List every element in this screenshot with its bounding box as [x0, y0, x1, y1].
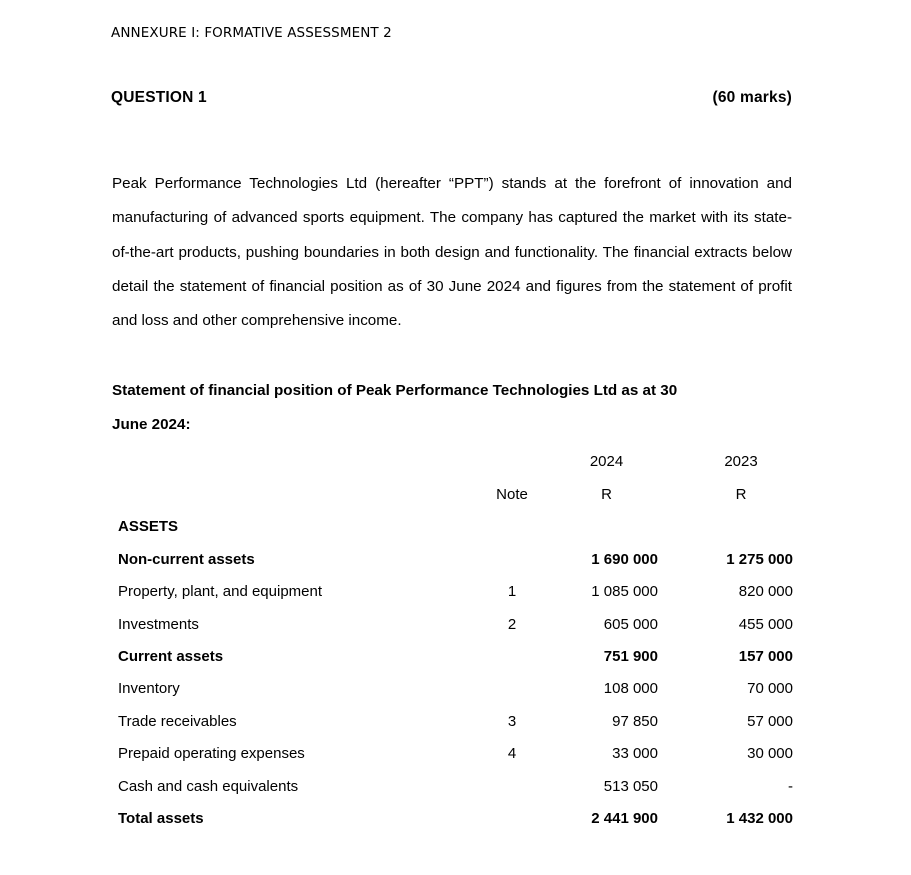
gap-cell	[658, 600, 689, 632]
gap-cell	[658, 762, 689, 794]
question-marks: (60 marks)	[712, 89, 792, 106]
row-label: Prepaid operating expenses	[118, 745, 305, 763]
gap-cell	[658, 503, 689, 535]
row-note: 3	[507, 712, 517, 730]
gap-cell	[545, 470, 555, 503]
table-row	[118, 568, 793, 600]
gap-cell	[545, 568, 555, 600]
row-value-2024: 513 050	[603, 777, 658, 795]
gap-cell	[545, 535, 555, 567]
row-note	[479, 633, 545, 665]
row-value-2023: 157 000	[738, 647, 793, 665]
gap-cell	[658, 730, 689, 762]
gap-cell	[658, 827, 689, 841]
gap-cell	[545, 437, 555, 470]
row-value-2023: 1 432 000	[726, 809, 793, 827]
header-currency-2023: R	[735, 486, 747, 503]
gap-cell	[545, 762, 555, 794]
row-value-2024: 1 085 000	[591, 583, 658, 601]
table-row	[118, 600, 793, 632]
header-spacer	[118, 437, 479, 470]
question-title: QUESTION 1	[111, 89, 207, 106]
header-spacer	[118, 470, 479, 503]
gap-cell	[658, 697, 689, 729]
section-title-assets: ASSETS	[118, 518, 179, 536]
row-label: Property, plant, and equipment	[118, 583, 323, 601]
financial-position-table	[118, 437, 793, 841]
row-value-2024: 605 000	[603, 615, 658, 633]
header-currency-2024: R	[601, 486, 612, 503]
row-note: 2	[507, 615, 517, 633]
table-row	[118, 665, 793, 697]
statement-heading-line-2: June 2024:	[112, 416, 191, 434]
table-header-currency-row	[118, 470, 793, 503]
gap-cell	[658, 535, 689, 567]
row-value-2024: 2 441 900	[591, 809, 658, 827]
row-value-2023: 455 000	[738, 615, 793, 633]
spacer-cell	[118, 827, 479, 841]
table-row	[118, 697, 793, 729]
gap-cell	[658, 665, 689, 697]
row-value-2023: 70 000	[747, 680, 793, 698]
statement-heading-line-1: Statement of financial position of Peak Performance Technologies Ltd as at 30	[112, 382, 678, 399]
question-header-row	[111, 89, 792, 107]
statement-heading	[112, 374, 793, 443]
row-label: Inventory	[118, 680, 180, 698]
row-label: Current assets	[118, 647, 224, 665]
row-value-2023: 30 000	[747, 745, 793, 763]
table-row	[118, 535, 793, 567]
table-row	[118, 762, 793, 794]
row-value-2023: -	[788, 777, 793, 795]
header-note-spacer	[479, 437, 545, 470]
table-header-year-row	[118, 437, 793, 470]
gap-cell	[545, 600, 555, 632]
gap-cell	[658, 470, 689, 503]
table-row	[118, 730, 793, 762]
row-value-2024: 1 690 000	[591, 550, 658, 568]
total-rule-2024	[555, 827, 658, 841]
spacer-cell	[479, 827, 545, 841]
row-label: Trade receivables	[118, 712, 237, 730]
row-note	[479, 795, 545, 827]
gap-cell	[545, 697, 555, 729]
gap-cell	[658, 437, 689, 470]
table-row	[118, 633, 793, 665]
gap-cell	[545, 633, 555, 665]
row-note: 4	[507, 745, 517, 763]
row-value-2024: 108 000	[603, 680, 658, 698]
table-section-title-row	[118, 503, 793, 535]
table-total-row	[118, 795, 793, 827]
empty-value-2023	[689, 503, 793, 535]
annexure-header: ANNEXURE I: FORMATIVE ASSESSMENT 2	[111, 25, 392, 41]
row-label: Cash and cash equivalents	[118, 777, 299, 795]
empty-note	[479, 503, 545, 535]
total-rule-2023	[689, 827, 793, 841]
gap-cell	[545, 503, 555, 535]
gap-cell	[545, 795, 555, 827]
header-year-2024: 2024	[589, 453, 624, 470]
empty-value-2024	[555, 503, 658, 535]
intro-paragraph: Peak Performance Technologies Ltd (hereafter “PPT”) stands at the forefront of innovation and manufacturing of advanced sports equipment. The company has captured the market with its state-of-the-art products, pushing boundaries in both design and functionality. The financial extracts below detail the statement of financial position as of 30 June 2024 and figures from the statement of profit and loss and other comprehensive income.	[112, 175, 792, 330]
row-note	[479, 665, 545, 697]
row-label: Non-current assets	[118, 550, 255, 568]
row-label: Investments	[118, 615, 199, 633]
row-note	[479, 762, 545, 794]
row-note	[479, 535, 545, 567]
gap-cell	[658, 795, 689, 827]
row-value-2023: 820 000	[738, 583, 793, 601]
row-value-2024: 33 000	[612, 745, 658, 763]
gap-cell	[545, 827, 555, 841]
row-label: Total assets	[118, 809, 204, 827]
gap-cell	[545, 665, 555, 697]
header-year-2023: 2023	[724, 453, 758, 470]
header-note-label: Note	[496, 486, 528, 503]
row-value-2023: 1 275 000	[726, 550, 793, 568]
row-value-2023: 57 000	[747, 712, 793, 730]
gap-cell	[545, 730, 555, 762]
gap-cell	[658, 568, 689, 600]
gap-cell	[658, 633, 689, 665]
row-value-2024: 751 900	[603, 647, 658, 665]
row-value-2024: 97 850	[612, 712, 658, 730]
row-note: 1	[507, 583, 517, 601]
table-closing-rule-row	[118, 827, 793, 841]
